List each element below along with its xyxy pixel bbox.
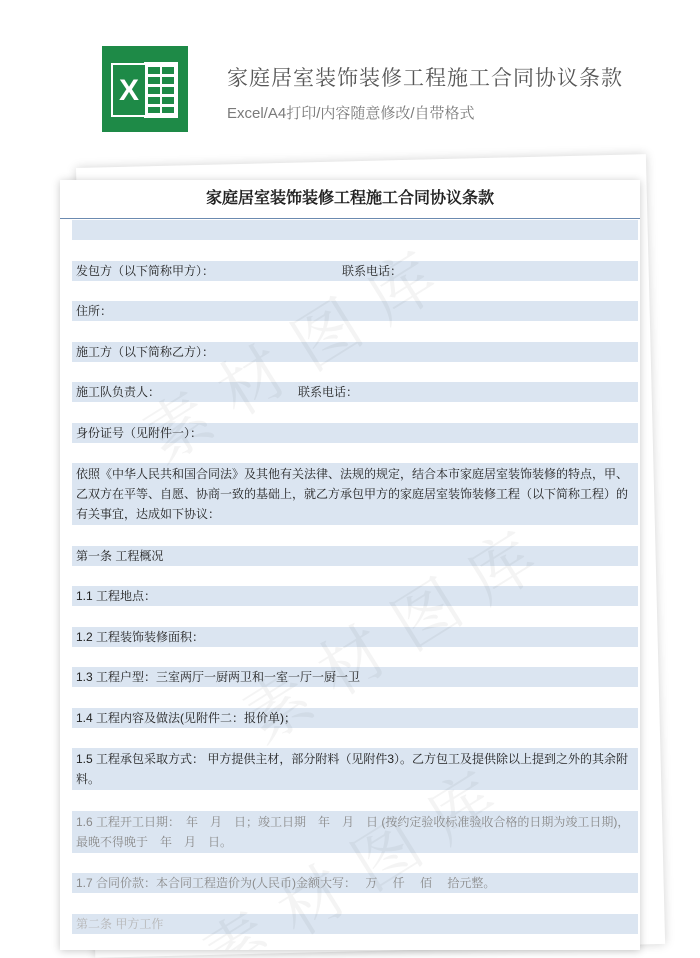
row-party-a	[72, 261, 638, 281]
row-team-leader	[72, 382, 638, 402]
item-1-2-text: 1.2 工程装饰装修面积：	[76, 629, 205, 644]
preamble-text: 依照《中华人民共和国合同法》及其他有关法律、法规的规定，结合本市家庭居室装饰装修的特点，甲、乙双方在平等、自愿、协商一致的基础上，就乙方承包甲方的家庭居室装饰装修工程（以下简称工程）的有关事宜，达成如下协议：	[76, 467, 629, 521]
id-number-label: 身份证号（见附件一）：	[76, 425, 203, 440]
excel-logo-letter: X	[118, 74, 140, 107]
item-1-1-text: 1.1 工程地点：	[76, 589, 157, 603]
row-item-1-5	[72, 748, 638, 790]
row-article-2	[72, 914, 638, 934]
row-party-b	[72, 342, 638, 362]
row-item-1-7	[72, 873, 638, 893]
sheet-title: 家庭居室装饰装修工程施工合同协议条款	[60, 180, 640, 219]
header-subtitle: Excel/A4打印/内容随意修改/自带格式	[227, 105, 475, 122]
team-phone-label: 联系电话：	[298, 385, 359, 399]
row-address	[72, 301, 638, 321]
excel-logo-icon	[102, 46, 188, 132]
row-item-1-6	[72, 811, 638, 853]
address-label: 住所：	[76, 304, 113, 318]
party-a-label: 发包方（以下简称甲方）：	[76, 263, 215, 278]
team-leader-label: 施工队负责人：	[76, 385, 161, 399]
row-id-number	[72, 423, 638, 443]
header-title: 家庭居室装饰装修工程施工合同协议条款	[227, 67, 623, 90]
item-1-7-text: 1.7 合同价款：本合同工程造价为(人民币)金额大写： 万 仟 佰 拾元整。	[76, 876, 496, 890]
item-1-4-text: 1.4 工程内容及做法(见附件二：报价单)；	[76, 710, 297, 725]
article-2-heading: 第二条 甲方工作	[76, 916, 164, 931]
item-1-6-text: 1.6 工程开工日期： 年 月 日；竣工日期 年 月 日 (按约定验收标准验收合格的日期为竣工日期)，最晚不得晚于 年 月 日。	[76, 814, 630, 849]
sheet-rows	[60, 220, 640, 934]
row-preamble	[72, 463, 638, 525]
row-article-1	[72, 546, 638, 566]
row-item-1-1	[72, 586, 638, 606]
row-item-1-2	[72, 627, 638, 647]
row-item-1-4	[72, 708, 638, 728]
article-1-heading: 第一条 工程概况	[76, 548, 164, 563]
party-a-phone-label: 联系电话：	[342, 263, 403, 278]
row-item-1-3	[72, 667, 638, 687]
party-b-label: 施工方（以下简称乙方）：	[76, 344, 215, 359]
empty-row	[72, 220, 638, 240]
item-1-5-text: 1.5 工程承包采取方式： 甲方提供主材，部分附料（见附件3）。乙方包工及提供除以上提到之外的其余附料。	[76, 752, 629, 786]
item-1-3-text: 1.3 工程户型：三室两厅一厨两卫和一室一厅一厨一卫	[76, 670, 361, 684]
document-sheet	[60, 180, 640, 950]
